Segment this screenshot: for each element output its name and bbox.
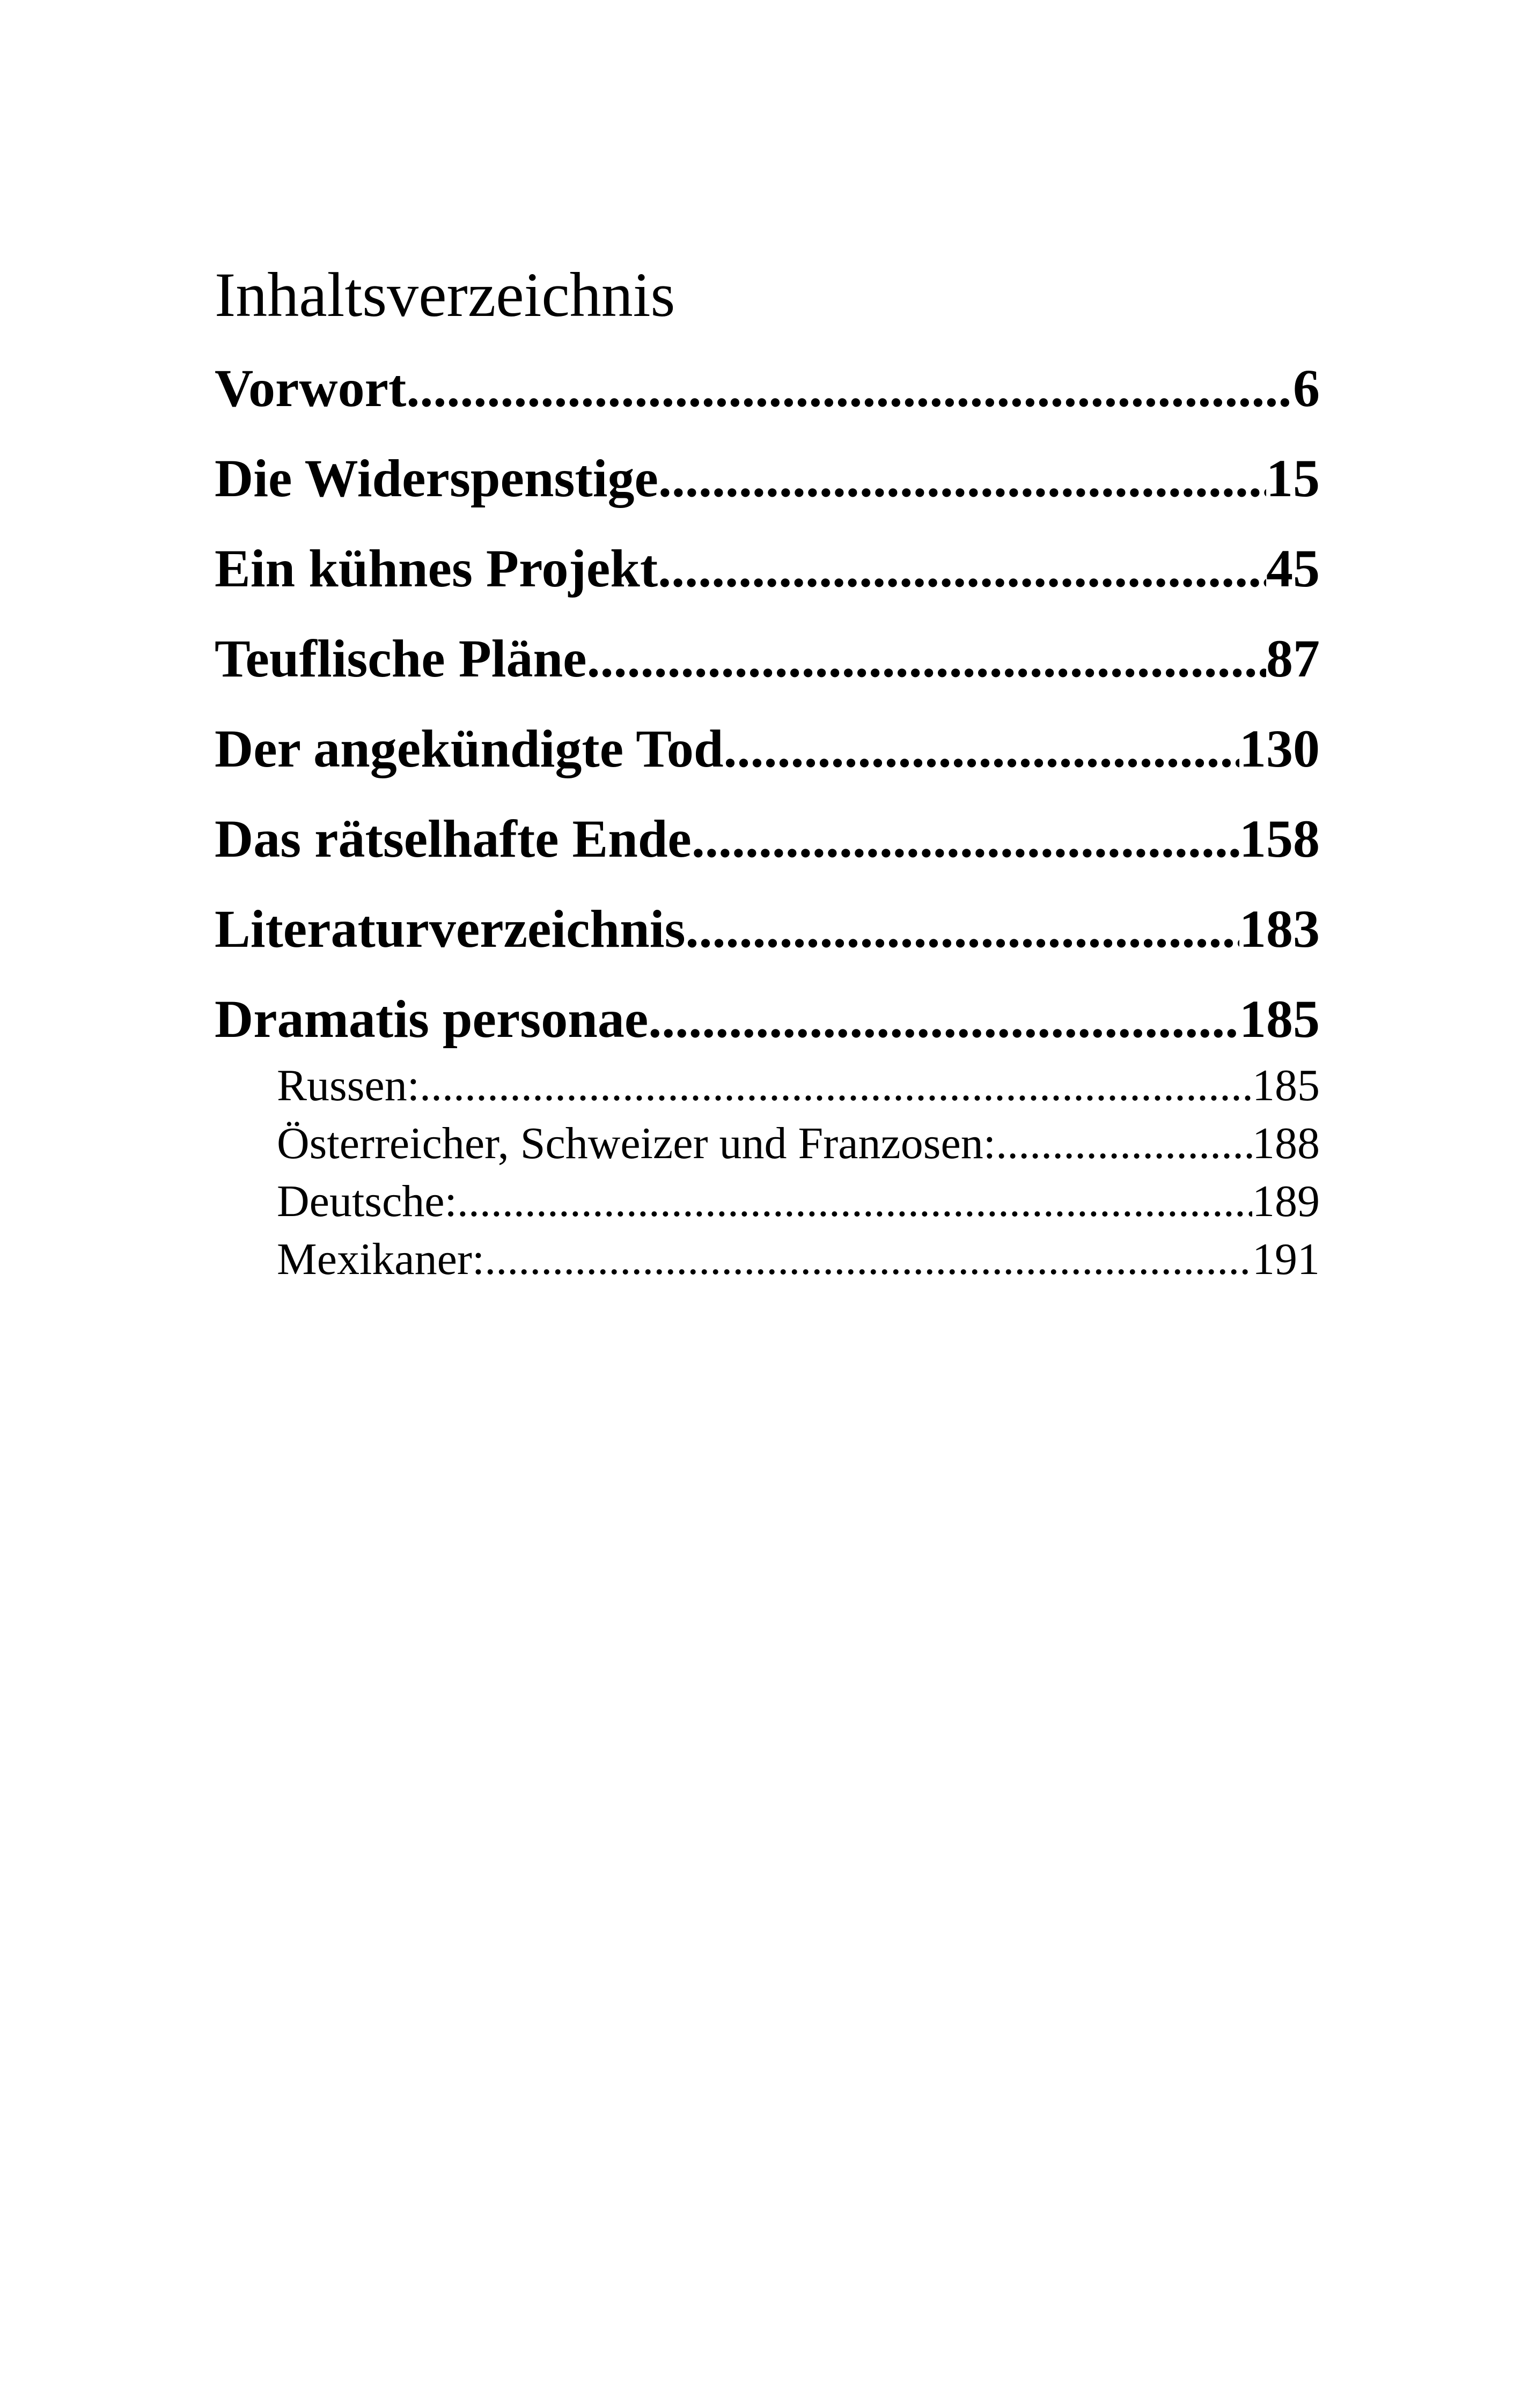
dot-leader (658, 433, 1266, 524)
dot-leader (457, 1173, 1252, 1231)
dot-leader (658, 524, 1266, 614)
toc-entry-ein-kuehnes-projekt[interactable] (215, 524, 1320, 614)
toc-entry-page: 45 (1266, 539, 1320, 598)
toc-entry-page: 158 (1239, 809, 1320, 868)
dot-leader (484, 1231, 1252, 1288)
toc-subentry-oesterreicher[interactable] (215, 1115, 1320, 1173)
toc-subentry-mexikaner[interactable] (215, 1231, 1320, 1288)
toc-subentry-page: 189 (1252, 1176, 1320, 1226)
toc-entry-dramatis-personae[interactable] (215, 974, 1320, 1064)
dot-leader (686, 884, 1240, 974)
toc-subentry-page: 185 (1252, 1061, 1320, 1110)
table-of-contents (215, 343, 1320, 1288)
toc-entry-page: 87 (1266, 629, 1320, 688)
toc-entry-page: 185 (1239, 989, 1320, 1049)
page-title: Inhaltsverzeichnis (215, 260, 675, 330)
toc-subentry-page: 191 (1252, 1234, 1320, 1284)
toc-entry-page: 183 (1239, 899, 1320, 959)
toc-entry-page: 6 (1293, 358, 1320, 418)
dot-leader (723, 704, 1239, 794)
toc-subentry-label: Österreicher, Schweizer und Franzosen: (277, 1118, 996, 1168)
dot-leader (648, 974, 1239, 1064)
toc-entry-label: Ein kühnes Projekt (215, 539, 658, 598)
toc-entry-page: 130 (1239, 719, 1320, 778)
dot-leader (692, 794, 1239, 884)
toc-entry-label: Dramatis personae (215, 989, 649, 1049)
toc-entry-label: Der angekündigte Tod (215, 719, 724, 778)
toc-subentry-russen[interactable] (215, 1057, 1320, 1115)
toc-entry-label: Teuflische Pläne (215, 629, 587, 688)
toc-entry-das-raetselhafte-ende[interactable] (215, 794, 1320, 884)
toc-subentry-deutsche[interactable] (215, 1173, 1320, 1231)
toc-subentry-label: Mexikaner: (277, 1234, 485, 1284)
dot-leader (587, 614, 1266, 704)
toc-entry-die-widerspenstige[interactable] (215, 433, 1320, 524)
toc-entry-label: Die Widerspenstige (215, 448, 658, 508)
toc-entry-label: Literaturverzeichnis (215, 899, 686, 959)
toc-subentry-label: Russen: (277, 1061, 420, 1110)
toc-entry-label: Das rätselhafte Ende (215, 809, 692, 868)
toc-entry-page: 15 (1266, 448, 1320, 508)
dot-leader (996, 1115, 1252, 1173)
toc-subentry-label: Deutsche: (277, 1176, 457, 1226)
dot-leader (420, 1057, 1252, 1115)
toc-entry-vorwort[interactable] (215, 343, 1320, 433)
toc-entry-label: Vorwort (215, 358, 407, 418)
toc-subentry-page: 188 (1252, 1118, 1320, 1168)
toc-entry-literaturverzeichnis[interactable] (215, 884, 1320, 974)
toc-entry-teuflische-plaene[interactable] (215, 614, 1320, 704)
toc-entry-der-angekuendigte-tod[interactable] (215, 704, 1320, 794)
dot-leader (406, 343, 1293, 433)
